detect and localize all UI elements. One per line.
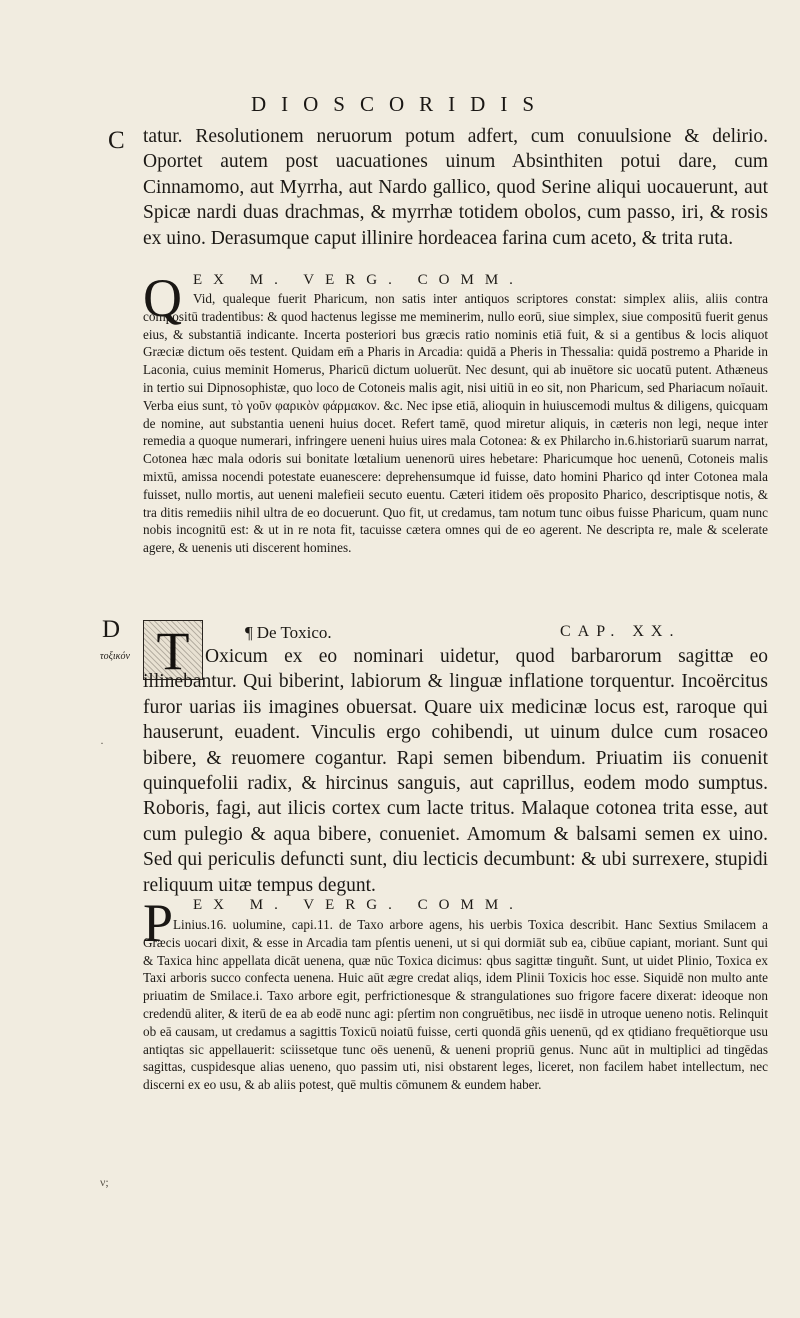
margin-mark: · — [100, 736, 104, 750]
margin-letter-c: C — [108, 127, 125, 154]
chapter-heading — [245, 623, 770, 643]
commentary-label-1: EX M. VERG. COMM. — [193, 272, 524, 288]
commentary-text-1: Vid, qualeque fuerit Pharicum, non satis inter antiquos scriptores constat: simplex aliis, aliis contra compositū tradentibus: & quod hactenus legisse me meminerim, nullo eorū, siue simplex, siue compositū fuerit genus eius, & substantiā indicante. Incerta posteriori bus græcis ratio nominis etiā fuit, & si a gentibus & locis aliquot Græciæ dictum oēs testent. Quidam em̄ a Pharis in Arcadia: quidā a Pheris in Thessalia: quidā postremo a Pharide in Laconia, cuius meminit Homerus, Pharicū dictum uoluerūt. Nec desunt, qui ab inuētore sic uocatū putent. Athæneus in tertio sui Dipnosophistæ, quo loco de Cotoneis malis agit, nisi uitiū in eo sit, non Pharicum, sed Phariacum noīauit. Verba eius sunt, τὸ γοῦν φαρικὸν φάρμακον. &c. Nec ipse etiā, alioquin in huiuscemodi multus & diligens, quicquam de nomine, aut substantia ueneni huius docet. Refert tamē, quod miretur aliquis, in cæteris non legi, neque inter remedia a quoque numerari, infringere ueneni huius uires mala Cotonea: & ex Philarcho in.6.historiarū suarum narrat, Cotonea hæc mala odoris sui bonitate lœtalium uenenorū uires hebetare: Pharicumque hoc uenenū, Cotoneis malis mixtū, amissa nocendi potestate euanescere: deprehensumque id fuisse, dato homini Pharico qd inter Cotonea mala fuisset, nullo mortis, aut ueneni malefieii secuto euentu. Cæteri itidem oēs proposito Pharico, descriptisque notis, & tra ditis remediis nihil ultra de eo docuerunt. Quo fit, ut credamus, tam notum tunc oibus fuisse Pharicum, quam nunc nobis incognitū est: & ut in re nota fit, tacuisse cætera omnes qui de eo agerent. Ne descripta re, male & scelerate agere, & uenenis uti discerent homines. — [143, 291, 768, 556]
commentary-text-2: Linius.16. uolumine, capi.11. de Taxo arbore agens, his uerbis Toxica describit. Hanc Sextius Smilacem a Græcis uocari dixit, & esse in Arcadia tam pſentis ueneni, ut si qui dormiāt sub ea, cibūue capiant, moriant. Sunt qui & Taxica hinc appellata dicāt uenena, quæ nūc Toxica dicimus: qbus sagittæ tinguñt. Sunt, ut uidet Plinio, Toxica ex Taxi arboris succo confecta uenena. Huic aūt ægre credat aliqs, idem Plinii Toxicis hoc esse. Siquidē non multo ante priuatim de Smilace.i. Taxo arbore egit, perfrictionesque & strangulationes suo frigore facere dixerat: ideoque non credendū aliter, & iterū de ea ab eodē nunc agi: pſertim non congruētibus, nec iisdē in utroque ueneno notis. Relinquit ob eā causam, ut credamus a sagittis Toxicū noiatū fuisse, certi quondā gñis uenenū, qd ex qtidiano frequētiorque usu antiqtas sic appellauerit: sciissetque tunc oēs uenenū, & ueneni propriū genus. Nunc aūt in multiplici ad tingēdas sagittas, cuspidesque alias ueneno, quo passim uti, nisi obstarent leges, liceret, non facilem habet intellectum, nec discerni ex eo usu, & ab aliis potest, quē multis cōmunem & eundem haber. — [143, 917, 768, 1093]
running-head: DIOSCORIDIS — [250, 92, 549, 116]
pilcrow-icon: ¶ — [245, 623, 253, 642]
margin-mark-lower: ν; — [100, 1175, 109, 1189]
margin-letter-d: D — [102, 616, 121, 643]
chapter-number: CAP. XX. — [560, 623, 681, 640]
margin-greek-note: τοξικόν — [100, 651, 130, 662]
main-paragraph-1: tatur. Resolutionem neruorum potum adfert, cum conuulsione & delirio. Oportet autem post uacuationes uinum Absinthiten potui dare, cum Cinnamomo, aut Myrrha, aut Nardo gallico, quod Serine aliqui uocauerunt, aut Spicæ nardi duas drachmas, & myrrhæ totidem obolos, cum passo, iri, & rosis ex uino. Derasumque caput illinire hordeacea farina cum aceto, & trita ruta. — [143, 126, 768, 249]
initial-letter: T — [156, 621, 190, 681]
chapter-title: De Toxico. — [256, 623, 332, 642]
commentary-label-2: EX M. VERG. COMM. — [193, 897, 524, 913]
commentary-initial-q: Q — [143, 268, 182, 328]
main-paragraph-2: Oxicum ex eo nominari uidetur, quod barbarorum sagittæ eo illinebantur. Qui biberint, labiorum & linguæ inflatione torquentur. Incoërcitus furor uarias iis imagines obuersat. Quare uix medicinæ locus est, raroque qui hauserunt, euadent. Vinculis ergo cohibendi, ut uinum dulce cum rosaceo bibere, & reuomere cogantur. Rapi semen bibendum. Priuatim iis conuenit quinquefolii radix, & hircinus sanguis, aut caprillus, eodem modo sumptus. Roboris, fagi, aut ilicis cortex cum lacte tritus. Malaque cotonea trita esse, aut cum pulegio & aqua bibere, conueniet. Amomum & balsami semen ex uino. Sed qui periculis defuncti sunt, diu lecticis decumbunt: & ubi surrexere, stupidi reliquum uitæ tempus degunt. — [143, 646, 768, 896]
commentary-initial-p: P — [143, 893, 174, 953]
